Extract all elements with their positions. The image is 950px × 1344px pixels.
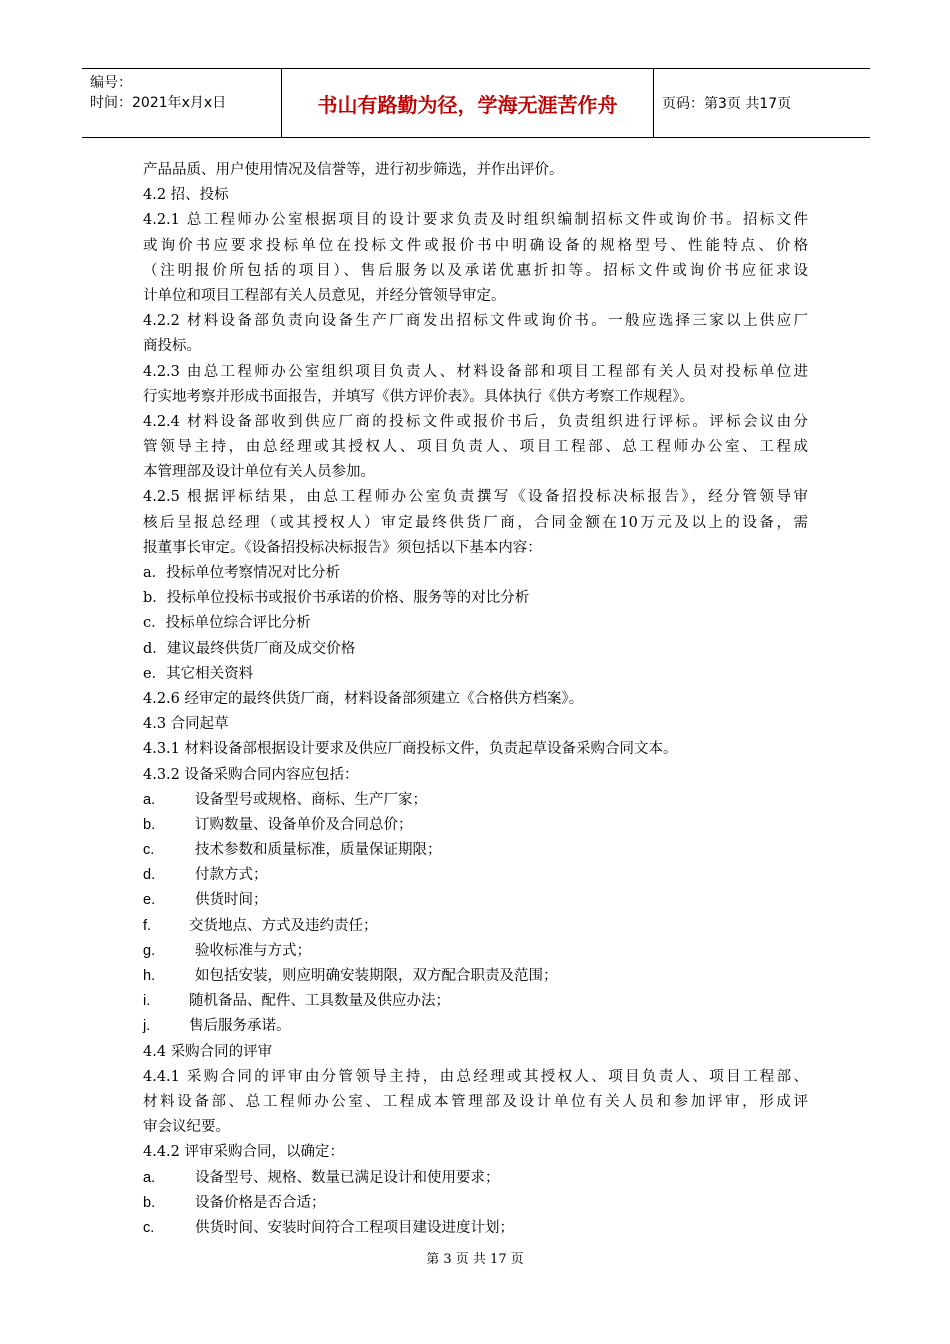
document-body bbox=[143, 158, 808, 1241]
list-item-label: g. bbox=[143, 942, 156, 959]
list-item-label: e. bbox=[143, 892, 156, 909]
list-item-text: 如包括安装，则应明确安装期限，双方配合职责及范围； bbox=[195, 968, 558, 984]
list-item-text: 验收标准与方式； bbox=[195, 942, 311, 959]
list-item bbox=[143, 1216, 808, 1241]
list-item-text: 订购数量、设备单价及合同总价； bbox=[195, 816, 413, 833]
body-line: 4.2.3 由总工程师办公室组织项目负责人、材料设备部和项目工程部有关人员对投标单位进 bbox=[143, 363, 808, 380]
body-line: 4.3.1 材料设备部根据设计要求及供应厂商投标文件，负责起草设备采购合同文本。 bbox=[143, 741, 678, 758]
list-item bbox=[143, 788, 808, 813]
list-item-label: i. bbox=[143, 993, 151, 1010]
list-item: c．投标单位综合评比分析 bbox=[143, 615, 311, 632]
list-item-text: 设备型号、规格、数量已满足设计和使用要求； bbox=[195, 1169, 500, 1186]
body-line: 报董事长审定。《设备招投标决标报告》须包括以下基本内容： bbox=[143, 539, 542, 556]
body-line: 产品品质、用户使用情况及信誉等，进行初步筛选，并作出评价。 bbox=[143, 162, 564, 178]
body-line: 或询价书应要求投标单位在投标文件或报价书中明确设备的规格型号、性能特点、价格 bbox=[143, 237, 808, 254]
section-heading: 4.4 采购合同的评审 bbox=[143, 1043, 273, 1060]
list-item bbox=[143, 989, 808, 1014]
list-item-text: 设备型号或规格、商标、生产厂家； bbox=[195, 791, 427, 808]
list-item bbox=[143, 914, 808, 939]
page-header bbox=[82, 68, 870, 138]
list-item-label: h. bbox=[143, 968, 156, 984]
body-line: 4.2.5 根据评标结果，由总工程师办公室负责撰写《设备招投标决标报告》，经分管领导审 bbox=[143, 489, 808, 506]
body-line: 4.3.2 设备采购合同内容应包括： bbox=[143, 766, 359, 783]
list-item bbox=[143, 1014, 808, 1039]
body-line: 4.4.2 评审采购合同，以确定： bbox=[143, 1144, 345, 1161]
list-item-label: a. bbox=[143, 791, 156, 808]
body-line: 4.2.4 材料设备部收到供应厂商的投标文件或报价书后，负责组织进行评标。评标会议由分 bbox=[143, 413, 808, 430]
list-item: e．其它相关资料 bbox=[143, 665, 254, 682]
list-item bbox=[143, 1166, 808, 1191]
list-item-text: 付款方式； bbox=[195, 867, 268, 884]
list-item-label: b. bbox=[143, 816, 156, 833]
page-footer: 第 3 页 共 17 页 bbox=[426, 1252, 524, 1267]
list-item-label: f. bbox=[143, 917, 152, 934]
list-item-label: b. bbox=[143, 1194, 156, 1211]
header-meta bbox=[82, 69, 282, 137]
header-motto-cell bbox=[282, 69, 654, 137]
list-item-text: 随机备品、配件、工具数量及供应办法； bbox=[189, 993, 450, 1010]
list-item-label: c. bbox=[143, 842, 155, 859]
list-item: b．投标单位投标书或报价书承诺的价格、服务等的对比分析 bbox=[143, 590, 530, 607]
document-number-label: 编号： bbox=[90, 75, 132, 91]
header-page-cell bbox=[654, 69, 870, 137]
list-item bbox=[143, 863, 808, 888]
list-item-label: c. bbox=[143, 1219, 155, 1236]
header-motto: 书山有路勤为径，学海无涯苦作舟 bbox=[317, 92, 618, 117]
list-item bbox=[143, 888, 808, 913]
list-item bbox=[143, 964, 808, 989]
list-item-text: 交货地点、方式及违约责任； bbox=[189, 917, 378, 934]
body-line: 商投标。 bbox=[143, 338, 201, 355]
body-line: 核后呈报总经理（或其授权人）审定最终供货厂商，合同金额在10万元及以上的设备，需 bbox=[143, 514, 808, 531]
list-item bbox=[143, 939, 808, 964]
body-line: 4.4.1 采购合同的评审由分管领导主持，由总经理或其授权人、项目负责人、项目工程部、 bbox=[143, 1068, 808, 1085]
list-item bbox=[143, 1191, 808, 1216]
section-heading: 4.3 合同起草 bbox=[143, 716, 229, 733]
body-line: 计单位和项目工程部有关人员意见，并经分管领导审定。 bbox=[143, 287, 506, 304]
body-line: 材料设备部、总工程师办公室、工程成本管理部及设计单位有关人员和参加评审，形成评 bbox=[143, 1093, 808, 1110]
list-item-text: 设备价格是否合适； bbox=[195, 1194, 326, 1211]
list-item: a．投标单位考察情况对比分析 bbox=[143, 565, 341, 581]
list-item-text: 技术参数和质量标准，质量保证期限； bbox=[195, 842, 442, 859]
body-line: 本管理部及设计单位有关人员参加。 bbox=[143, 464, 375, 481]
body-line: 审会议纪要。 bbox=[143, 1119, 230, 1136]
document-date: 时间：2021年x月x日 bbox=[90, 95, 227, 111]
list-item: d．建议最终供货厂商及成交价格 bbox=[143, 640, 356, 657]
list-item-label: a. bbox=[143, 1169, 156, 1186]
list-item-label: j. bbox=[143, 1018, 151, 1035]
list-item-text: 售后服务承诺。 bbox=[189, 1018, 291, 1035]
list-item-label: d. bbox=[143, 867, 156, 884]
list-item-text: 供货时间、安装时间符合工程项目建设进度计划； bbox=[195, 1219, 514, 1236]
section-heading: 4.2 招、投标 bbox=[143, 187, 229, 204]
body-line: 4.2.6 经审定的最终供货厂商，材料设备部须建立《合格供方档案》。 bbox=[143, 690, 584, 707]
header-page-number: 页码：第3页 共17页 bbox=[662, 96, 792, 112]
list-item-text: 供货时间； bbox=[195, 892, 268, 909]
body-line: （注明报价所包括的项目）、售后服务以及承诺优惠折扣等。招标文件或询价书应征求设 bbox=[143, 262, 808, 279]
body-line: 管领导主持，由总经理或其授权人、项目负责人、项目工程部、总工程师办公室、工程成 bbox=[143, 439, 808, 456]
list-item bbox=[143, 838, 808, 863]
body-line: 行实地考察并形成书面报告，并填写《供方评价表》。具体执行《供方考察工作规程》。 bbox=[143, 388, 694, 405]
list-item bbox=[143, 813, 808, 838]
body-line: 4.2.1 总工程师办公室根据项目的设计要求负责及时组织编制招标文件或询价书。招标文件 bbox=[143, 212, 808, 229]
body-line: 4.2.2 材料设备部负责向设备生产厂商发出招标文件或询价书。一般应选择三家以上供应厂 bbox=[143, 313, 808, 330]
